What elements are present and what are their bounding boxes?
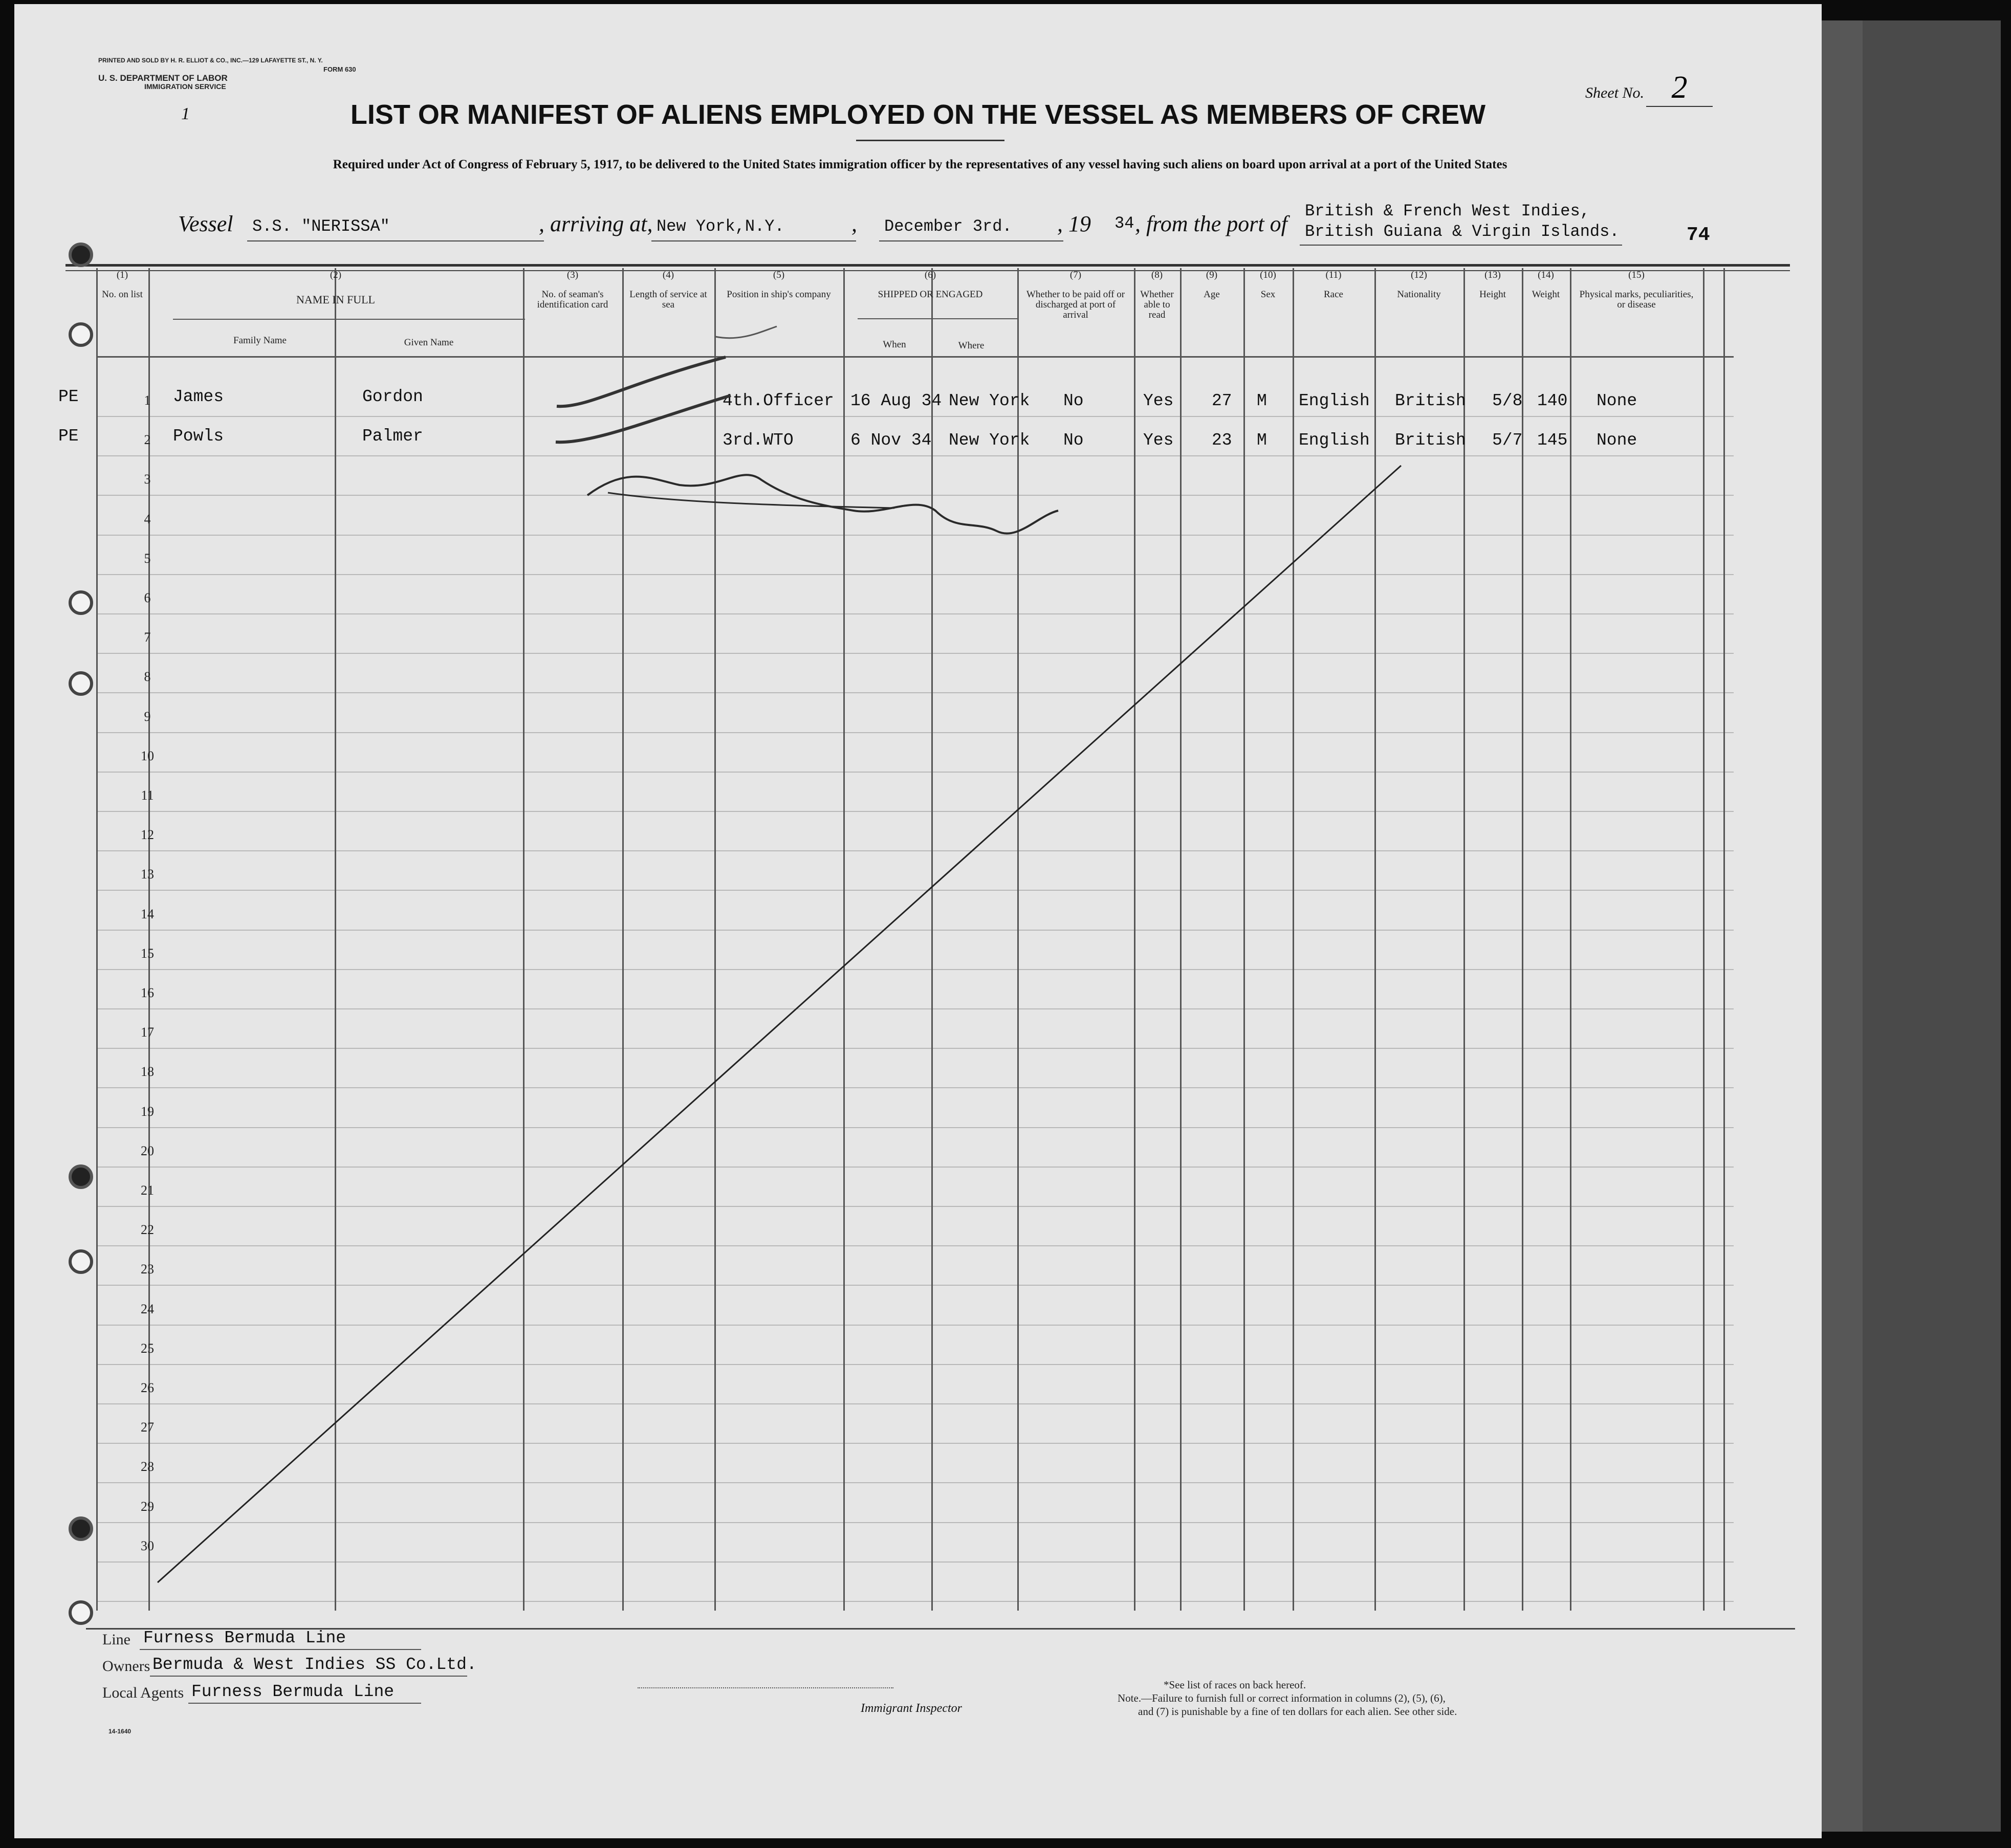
arrival-date: December 3rd.	[884, 217, 1012, 236]
row-number: 9	[144, 709, 151, 724]
page-title: LIST OR MANIFEST OF ALIENS EMPLOYED ON THE VESSEL AS MEMBERS OF CREW	[350, 99, 1486, 130]
row-number: 30	[141, 1538, 154, 1553]
column-number: (13)	[1484, 270, 1501, 280]
row-number: 6	[144, 590, 151, 605]
column-label: Weight	[1532, 289, 1560, 300]
row-mark: PE	[58, 427, 79, 446]
row-number: 12	[141, 827, 154, 842]
row-number: 8	[144, 669, 151, 684]
year-label: , 19	[1057, 211, 1091, 236]
arriving-label: , arriving at,	[539, 211, 653, 236]
physical-marks: None	[1597, 431, 1637, 450]
shipped-where: New York	[949, 431, 1030, 450]
column-label: Physical marks, peculiarities, or disease	[1579, 289, 1694, 310]
column-number: (7)	[1069, 270, 1082, 280]
adjacent-page-edge	[1822, 20, 2001, 1832]
sheet-number: 2	[1646, 70, 1713, 107]
column-number: (1)	[116, 270, 128, 280]
column-number: (2)	[330, 270, 342, 280]
nationality: British	[1395, 431, 1466, 450]
vessel-name: S.S. "NERISSA"	[252, 217, 390, 236]
annotations-layer	[14, 4, 1822, 1838]
position: 3rd.WTO	[723, 431, 794, 450]
paid-off: No	[1063, 391, 1084, 410]
printer-imprint-text: PRINTED AND SOLD BY H. R. ELLIOT & CO., INC.—129 LAFAYETTE ST., N. Y.	[98, 57, 323, 64]
check-mark	[557, 357, 726, 406]
column-number: (4)	[662, 270, 674, 280]
departure-port-line1: British & French West Indies,	[1305, 202, 1590, 221]
inspector-label: Immigrant Inspector	[861, 1702, 962, 1715]
column-number: (3)	[566, 270, 579, 280]
given-name: Palmer	[362, 427, 423, 446]
column-number: (12)	[1411, 270, 1427, 280]
penalty-note-1: Note.—Failure to furnish full or correct information in columns (2), (5), (6),	[1118, 1692, 1446, 1704]
able-to-read: Yes	[1143, 431, 1174, 450]
column-number: (6)	[924, 270, 936, 280]
column-label: Nationality	[1397, 289, 1441, 300]
family-name: James	[173, 387, 224, 406]
agents-value: Furness Bermuda Line	[191, 1682, 395, 1701]
page-count: 74	[1687, 224, 1710, 246]
weight: 145	[1537, 431, 1568, 450]
row-number: 17	[141, 1025, 154, 1040]
weight: 140	[1537, 391, 1568, 410]
owners-underline	[150, 1676, 467, 1677]
row-number: 24	[141, 1302, 154, 1316]
arrival-year: 34	[1114, 214, 1134, 233]
column-label: Sex	[1260, 289, 1276, 300]
subheader-family-name: Family Name	[233, 335, 287, 346]
row-number: 1	[144, 393, 151, 408]
penalty-note-2: and (7) is punishable by a fine of ten dollars for each alien. See other side.	[1138, 1705, 1457, 1718]
column-label: No. of seaman's identification card	[537, 289, 608, 310]
column-number: (14)	[1538, 270, 1554, 280]
column-label: Race	[1324, 289, 1343, 300]
position: 4th.Officer	[723, 391, 834, 410]
column-number: (5)	[773, 270, 785, 280]
shipped-when: 16 Aug 34	[850, 391, 942, 410]
column-number: (8)	[1151, 270, 1163, 280]
departure-port-line2: British Guiana & Virgin Islands.	[1305, 222, 1620, 241]
row-number: 3	[144, 472, 151, 487]
manifest-page	[14, 4, 1822, 1838]
sheet-label: Sheet No.	[1585, 84, 1644, 101]
family-name: Powls	[173, 427, 224, 446]
row-number: 5	[144, 551, 151, 566]
age: 27	[1212, 391, 1232, 410]
races-note: *See list of races on back hereof.	[1164, 1679, 1306, 1691]
column-number: (10)	[1260, 270, 1276, 280]
race: English	[1299, 391, 1370, 410]
column-label: Whether able to read	[1140, 289, 1174, 320]
row-number: 26	[141, 1380, 154, 1395]
row-number: 27	[141, 1420, 154, 1435]
row-number: 28	[141, 1459, 154, 1474]
owners-value: Bermuda & West Indies SS Co.Ltd.	[152, 1655, 477, 1674]
form-number: FORM 630	[323, 65, 356, 73]
given-name: Gordon	[362, 387, 423, 406]
vessel-label: Vessel	[178, 211, 233, 236]
port-label: , from the port of	[1135, 211, 1287, 236]
nationality: British	[1395, 391, 1466, 410]
row-number: 21	[141, 1183, 154, 1198]
row-number: 10	[141, 749, 154, 763]
page-subtitle: Required under Act of Congress of February 5, 1917, to be delivered to the United States immigration officer by the representatives of any vessel having such aliens on board upon arrival at a port of the United States	[333, 158, 1507, 171]
owners-label: Owners	[102, 1658, 150, 1675]
row-number: 25	[141, 1341, 154, 1356]
paid-off: No	[1063, 431, 1084, 450]
row-number: 13	[141, 867, 154, 882]
row-number: 22	[141, 1222, 154, 1237]
row-number: 18	[141, 1064, 154, 1079]
column-number: (9)	[1206, 270, 1218, 280]
cancel-diagonal-line	[158, 466, 1401, 1582]
line-value: Furness Bermuda Line	[143, 1629, 346, 1647]
sex: M	[1257, 391, 1267, 410]
column-label: Position in ship's company	[727, 289, 831, 300]
row-number: 7	[144, 630, 151, 645]
column-number: (11)	[1325, 270, 1342, 280]
signature-underline	[608, 493, 894, 508]
physical-marks: None	[1597, 391, 1637, 410]
inspector-signature	[587, 475, 1058, 533]
race: English	[1299, 431, 1370, 450]
shipped-when: 6 Nov 34	[850, 431, 932, 450]
column-label: Whether to be paid off or discharged at port of arrival	[1026, 289, 1125, 320]
margin-mark: 1	[181, 104, 190, 123]
row-number: 29	[141, 1499, 154, 1514]
subheader-where: Where	[958, 340, 985, 351]
able-to-read: Yes	[1143, 391, 1174, 410]
row-number: 4	[144, 512, 151, 526]
column-label: Height	[1479, 289, 1506, 300]
form-code: 14-1640	[108, 1728, 132, 1735]
row-number: 11	[141, 788, 154, 803]
line-underline	[140, 1649, 421, 1650]
subheader-given-name: Given Name	[404, 337, 454, 348]
column-number: (15)	[1628, 270, 1645, 280]
row-number: 14	[141, 907, 154, 921]
inspector-signature-line	[638, 1687, 893, 1688]
subheader-when: When	[883, 339, 906, 350]
row-number: 19	[141, 1104, 154, 1119]
sex: M	[1257, 431, 1267, 450]
service-label: IMMIGRATION SERVICE	[144, 82, 226, 91]
column-label: Age	[1204, 289, 1220, 300]
row-number: 20	[141, 1143, 154, 1158]
height: 5/8	[1492, 391, 1523, 410]
line-label: Line	[102, 1631, 130, 1648]
row-mark: PE	[58, 387, 79, 406]
date-comma: ,	[851, 211, 857, 236]
column-label: SHIPPED OR ENGAGED	[878, 289, 983, 300]
shipped-where: New York	[949, 391, 1030, 410]
row-number: 15	[141, 946, 154, 961]
agents-label: Local Agents	[102, 1684, 184, 1701]
height: 5/7	[1492, 431, 1523, 450]
arriving-port: New York,N.Y.	[657, 217, 784, 236]
age: 23	[1212, 431, 1232, 450]
column-label: NAME IN FULL	[296, 293, 375, 306]
column-label: Length of service at sea	[629, 289, 707, 310]
department-label: U. S. DEPARTMENT OF LABOR	[98, 73, 228, 83]
row-number: 2	[144, 432, 151, 447]
agents-underline	[188, 1703, 421, 1704]
pencil-stroke	[715, 326, 777, 338]
row-number: 16	[141, 985, 154, 1000]
column-label: No. on list	[102, 289, 143, 300]
row-number: 23	[141, 1262, 154, 1277]
